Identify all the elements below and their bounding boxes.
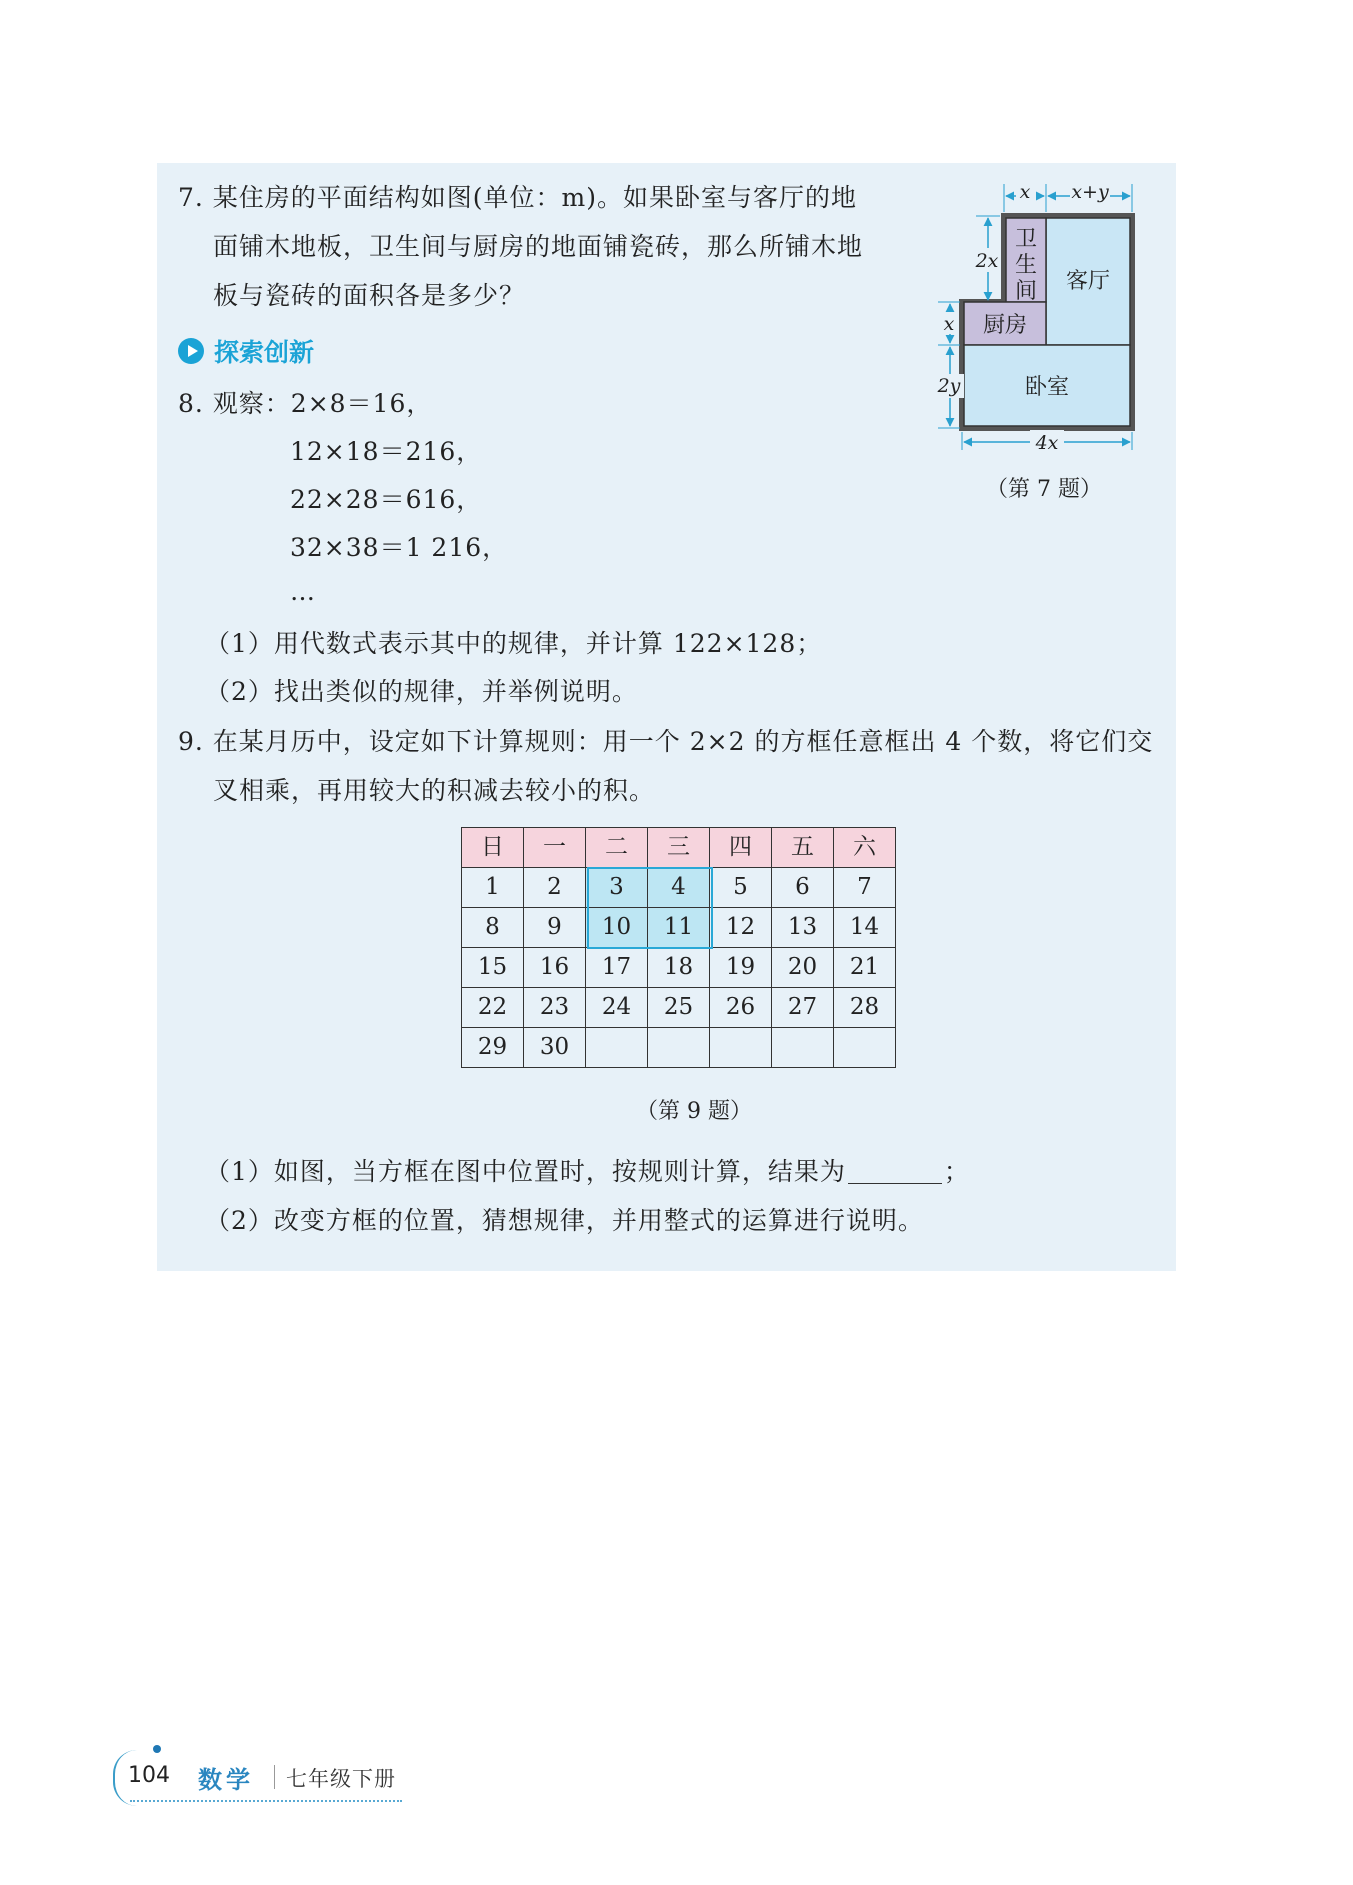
problem8-q2: （2）找出类似的规律，并举例说明。 — [205, 677, 638, 706]
problem7-line3: 板与瓷砖的面积各是多少？ — [213, 281, 526, 310]
bathroom-label-2: 生 — [1014, 253, 1038, 278]
dim-left-middle: x — [943, 313, 955, 335]
calendar-table — [461, 827, 896, 1068]
page-number: 104 — [128, 1763, 170, 1788]
bedroom-label: 卧室 — [1024, 375, 1070, 400]
book-title: 数学 — [198, 1766, 254, 1794]
date-cell-selected: 10 — [586, 908, 648, 948]
problem8-eq2: 22×28＝616， — [290, 485, 483, 514]
answer-blank — [848, 1159, 942, 1184]
date-cell — [586, 1028, 648, 1068]
date-cell-selected: 11 — [648, 908, 710, 948]
date-cell — [710, 1028, 772, 1068]
date-cell: 22 — [462, 988, 524, 1028]
problem8-eq1: 12×18＝216， — [290, 437, 483, 466]
date-cell-selected: 4 — [648, 868, 710, 908]
bathroom-label-1: 卫 — [1014, 227, 1038, 252]
problem9-q1 — [205, 1154, 970, 1190]
date-cell — [834, 1028, 896, 1068]
date-cell — [648, 1028, 710, 1068]
footer-dot-decoration — [153, 1745, 161, 1753]
problem8-intro: 8. 观察：2×8＝16， — [178, 389, 433, 418]
date-cell: 17 — [586, 948, 648, 988]
date-cell: 13 — [772, 908, 834, 948]
book-grade: 七年级下册 — [286, 1767, 396, 1791]
date-cell: 16 — [524, 948, 586, 988]
date-cell: 27 — [772, 988, 834, 1028]
date-cell: 15 — [462, 948, 524, 988]
date-cell: 21 — [834, 948, 896, 988]
footer-dotted-rule — [130, 1800, 402, 1802]
weekday-cell: 六 — [834, 828, 896, 868]
date-cell: 2 — [524, 868, 586, 908]
figure7-caption: （第 7 题） — [986, 477, 1102, 502]
calendar-header-row — [462, 828, 896, 868]
living-room-label: 客厅 — [1065, 269, 1111, 294]
figure9-caption: （第 9 题） — [636, 1099, 752, 1124]
date-cell: 28 — [834, 988, 896, 1028]
problem7-line2: 面铺木地板，卫生间与厨房的地面铺瓷砖，那么所铺木地 — [213, 232, 864, 261]
date-cell: 1 — [462, 868, 524, 908]
problem9-line1: 9. 在某月历中，设定如下计算规则：用一个 2×2 的方框任意框出 4 个数，将它们交 — [178, 727, 1154, 756]
date-cell: 20 — [772, 948, 834, 988]
calendar-row — [462, 908, 896, 948]
dim-left-upper: 2x — [975, 250, 999, 272]
problem9-q1-end: ； — [943, 1157, 970, 1186]
bathroom-label-3: 间 — [1014, 279, 1038, 304]
date-cell — [772, 1028, 834, 1068]
weekday-cell: 四 — [710, 828, 772, 868]
date-cell: 18 — [648, 948, 710, 988]
date-cell: 26 — [710, 988, 772, 1028]
calendar-row — [462, 1028, 896, 1068]
weekday-cell: 一 — [524, 828, 586, 868]
problem8-ellipsis: … — [290, 577, 316, 606]
date-cell: 19 — [710, 948, 772, 988]
section-heading — [178, 333, 314, 369]
weekday-cell: 二 — [586, 828, 648, 868]
problem8-q1: （1）用代数式表示其中的规律，并计算 122×128； — [205, 629, 823, 658]
problem8-eq3: 32×38＝1 216， — [290, 533, 509, 562]
dim-bottom: 4x — [1035, 432, 1059, 454]
problem9-q2: （2）改变方框的位置，猜想规律，并用整式的运算进行说明。 — [205, 1206, 924, 1235]
calendar-row — [462, 988, 896, 1028]
problem9-q1-text: （1）如图，当方框在图中位置时，按规则计算，结果为 — [205, 1157, 846, 1186]
section-title: 探索创新 — [214, 338, 315, 367]
date-cell: 5 — [710, 868, 772, 908]
problem7-line1: 7. 某住房的平面结构如图(单位：m)。如果卧室与客厅的地 — [178, 183, 858, 212]
kitchen-label: 厨房 — [982, 313, 1028, 338]
problem9-line2: 叉相乘，再用较大的积减去较小的积。 — [213, 776, 656, 805]
date-cell: 29 — [462, 1028, 524, 1068]
footer-separator — [274, 1765, 275, 1789]
date-cell: 14 — [834, 908, 896, 948]
calendar-row — [462, 868, 896, 908]
date-cell: 23 — [524, 988, 586, 1028]
dim-top-right: x+y — [1071, 181, 1109, 203]
weekday-cell: 五 — [772, 828, 834, 868]
date-cell: 9 — [524, 908, 586, 948]
date-cell-selected: 3 — [586, 868, 648, 908]
weekday-cell: 日 — [462, 828, 524, 868]
date-cell: 7 — [834, 868, 896, 908]
date-cell: 12 — [710, 908, 772, 948]
date-cell: 25 — [648, 988, 710, 1028]
date-cell: 30 — [524, 1028, 586, 1068]
dim-top-left: x — [1019, 181, 1031, 203]
play-icon — [178, 338, 204, 364]
date-cell: 8 — [462, 908, 524, 948]
weekday-cell: 三 — [648, 828, 710, 868]
calendar-row — [462, 948, 896, 988]
dim-left-lower: 2y — [937, 375, 961, 397]
date-cell: 6 — [772, 868, 834, 908]
date-cell: 24 — [586, 988, 648, 1028]
floor-plan-figure — [920, 176, 1160, 506]
